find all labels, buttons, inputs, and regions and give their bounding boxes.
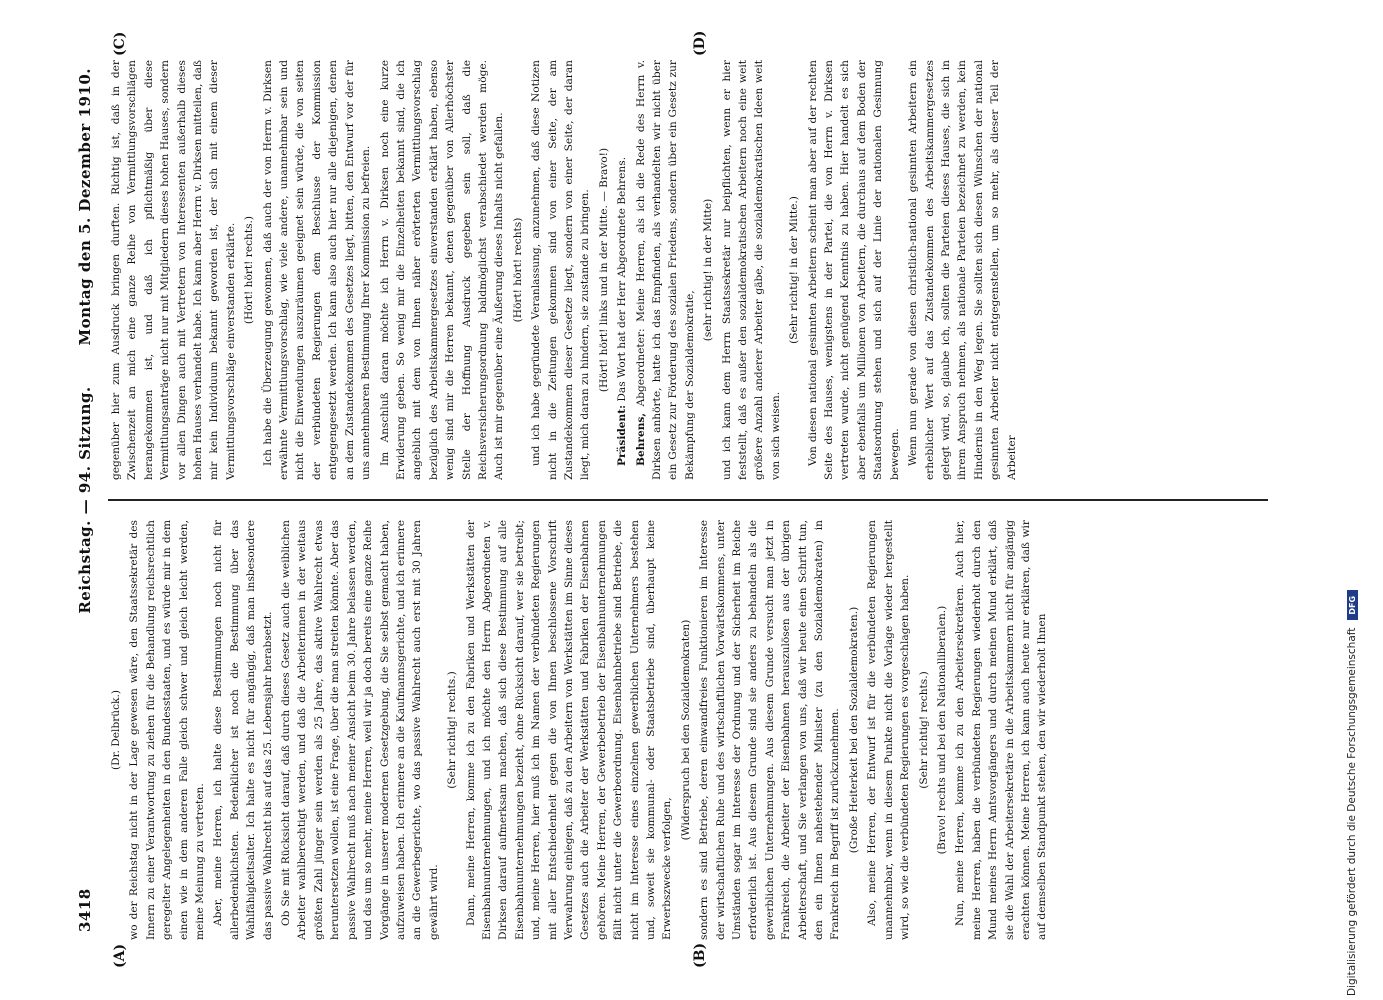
left-column-paragraph: (Sehr richtig! rechts.): [917, 671, 930, 789]
left-column-paragraph: (Widerspruch bei den Sozialdemokraten): [679, 619, 692, 841]
page-number: 3418: [76, 888, 94, 932]
right-column-paragraph: Wenn nun gerade von diesen christlich-national gesinnten Arbeitern ein erheblicher Wert auf das Zustandekommen des Arbeitskammergesetzes gelegt wird, so, glaube ich, sollten die Parteien dieses Hauses, die sich in ihrem Anspruch nehmen, als nationale Parteien bezeichnet zu werden, kein Hindernis in den Weg legen. Sie sollten sich diesen Wünschen der national gesinnten Arbeiter nicht entgegenstellen, um so mehr, als dieser Teil der Arbeiter: [907, 60, 1018, 480]
margin-marker-c: (C): [112, 31, 128, 56]
header-title: Reichstag. — 94. Sitzung.: [76, 386, 94, 614]
right-column-paragraph: (Hört! hört! rechts): [511, 217, 524, 323]
left-column-paragraph: (Bravo! rechts und bei den Nationalliberalen.): [935, 605, 948, 855]
right-column: [108, 60, 1308, 480]
credit-text: Digitalisierung gefördert durch die Deutsche Forschungsgemeinschaft: [1346, 627, 1358, 996]
left-column: [108, 520, 1308, 940]
left-column-paragraph: Also, meine Herren, der Entwurf ist für die verbündeten Regierungen unannehmbar, wenn in diesem Punkte nicht die Vorlage wieder hergestellt wird, so wie die verbündeten Regierungen es vorgeschlagen haben.: [866, 520, 912, 940]
margin-marker-a: (A): [112, 943, 128, 968]
right-column-paragraph: und ich kann dem Herrn Staatssekretär nur beipflichten, wenn er hier feststellt, daß es außer den sozialdemokratischen Arbeitern noch eine weit größere Anzahl anderer Arbeiter gäbe, die sozialdemokratischen Ideen weit von sich weisen.: [720, 60, 782, 480]
right-column-paragraph: (Hört! hört! rechts.): [243, 215, 256, 325]
left-column-paragraph: (Große Heiterkeit bei den Sozialdemokraten.): [847, 606, 860, 854]
margin-marker-d: (D): [692, 30, 708, 56]
right-column-paragraph: und ich habe gegründete Veranlassung, anzunehmen, daß diese Notizen nicht in die Zeitungen gekommen sind von einer Seite, der am Zustandekommen dieser Gesetze liegt, sondern von einer Seite, der daran liegt, mich daran zu hindern, sie zustande zu bringen.: [530, 60, 592, 480]
left-column-paragraph: wo der Reichstag nicht in der Lage gewesen wäre, den Staatssekretär des Innern zu einer Verantwortung zu ziehen für die Behandlung reichsrechtlich geregelter Angelegenheiten in den Bundesstaaten, und es würde mir in dem einen wie in dem anderen Falle gleich schwer und gleich leicht werden, meine Meinung zu vertreten.: [128, 520, 207, 940]
right-column-paragraph: Behrens, Abgeordneter: Meine Herren, als ich die Rede des Herrn v. Dirksen anhörte, hatte ich das Empfinden, als verhandelten wir nicht über ein Gesetz zur Förderung des sozialen Friedens, sondern über ein Gesetz zur Bekämpfung der Sozialdemokratie,: [634, 60, 696, 480]
right-column-paragraph: Ich habe die Überzeugung gewonnen, daß auch der von Herrn v. Dirksen erwähnte Vermittlungsvorschlag, wie viele andere, unannehmbar sein und nicht die Einwendungen auszuräumen geeignet sein würde, die von seiten der verbündeten Regierungen dem Beschlusse der Kommission entgegengesetzt werden. Ich kann also auch hier nur alle diejenigen, denen an dem Zustandekommen des Gesetzes liegt, bitten, den Entwurf vor der für uns annehmbaren Bestimmung Ihrer Kommission zu befreien.: [261, 60, 373, 480]
right-column-paragraph: (Hört! hört! links und in der Mitte. — Bravo!): [597, 147, 610, 393]
running-header: [72, 60, 98, 940]
left-column-paragraph: Nun, meine Herren, komme ich zu den Arbeitersekretären. Auch hier, meine Herren, haben die verbündeten Regierungen wiederholt durch den Mund meines Herrn Amtsvorgängers und durch meinen Mund erklärt, daß sie die Wahl der Arbeitersekretäre in die Arbeitskammern nicht für angängig erachten können. Meine Herren, ich kann auch heute nur erklären, daß wir auf demselben Standpunkt stehen, den wir wiederholt Ihnen: [954, 520, 1049, 940]
page: [72, 30, 1320, 968]
dfg-logo: DFG: [1347, 590, 1358, 620]
right-column-paragraph: gegenüber hier zum Ausdruck bringen durften. Richtig ist, daß in der Zwischenzeit an mich eine ganze Reihe von Vermittlungsvorschlägen herangekommen ist, und daß ich pflichtmäßig über diese Vermittlungsanträge nicht nur mit Mitgliedern dieses hohen Hauses, sondern vor allen Dingen auch mit Vertretern von Interessenten außerhalb dieses hohen Hauses verhandelt habe. Ich kann aber Herrn v. Dirksen mitteilen, daß mir kein Individuum bekannt geworden ist, der sich mit einem dieser Vermittlungsvorschläge einverstanden erklärte.: [110, 60, 237, 480]
right-column-paragraph: Im Anschluß daran möchte ich Herrn v. Dirksen noch eine kurze Erwiderung geben. So wenig mir die Einzelheiten bekannt sind, die ich angeblich mit dem von Ihnen näher erörterten Vermittlungsvorschlag bezüglich des Arbeitskammergesetzes einverstanden erklärt haben, ebenso wenig sind mir die Herren bekannt, denen gegenüber von Allerhöchster Stelle der Hoffnung Ausdruck gegeben sein soll, daß die Reichsversicherungsordnung baldmöglichst verabschiedet werden möge. Auch ist mir gegenüber eine Äußerung dieses Inhalts nicht gefallen.: [378, 60, 506, 480]
speaker-name: Behrens,: [634, 412, 647, 466]
column-divider: [108, 500, 1268, 502]
left-column-paragraph: Dann, meine Herren, komme ich zu den Fabriken und Werkstätten der Eisenbahnunternehmungen, und ich möchte den Herrn Abgeordneten v. Dirksen darauf aufmerksam machen, daß sich diese Bestimmung auf alle Eisenbahnunternehmungen bezieht, ohne Rücksicht darauf, wer sie betreibt; und, meine Herren, hier muß ich im Namen der verbündeten Regierungen mit aller Entschiedenheit gegen die von Ihnen beschlossene Vorschrift Verwahrung einlegen, daß zu den Arbeitern von Werkstätten im Sinne dieses Gesetzes auch die Arbeiter der Werkstätten und Fabriken der Eisenbahnen gehören. Meine Herren, der Gewerbebetrieb der Eisenbahnunternehmungen fällt nicht unter die Gewerbeordnung. Eisenbahnbetriebe sind Betriebe, die nicht im Interesse eines einzelnen gewerblichen Unternehmers bestehen und, soweit sie kommunal- oder Staatsbetriebe sind, überhaupt keine Erwerbszwecke verfolgen,: [464, 520, 674, 940]
margin-marker-b: (B): [692, 942, 708, 968]
left-column-paragraph: sondern es sind Betriebe, deren einwandfreies Funktionieren im Interesse der wirtschaftlichen Ruhe und des wirtschaftlichen Vorwärtskommens, unter Umständen sogar im Interesse der Ordnung und der Sicherheit im Reiche erforderlich ist. Aus diesem Grunde sind sie anders zu behandeln als die gewerblichen Unternehmungen. Aus diesem Grunde versucht man jetzt in Frankreich, die Arbeiter der Eisenbahnen herauszulösen aus der übrigen Arbeiterschaft, und Sie verlangen von uns, daß wir heute einen Schritt tun, den ein Ihnen nahestehender Minister (zu den Sozialdemokraten) in Frankreich im Begriff ist zurückzunehmen.: [698, 520, 842, 940]
right-column-paragraph: (Sehr richtig! in der Mitte.): [788, 196, 801, 344]
right-column-paragraph: Präsident: Das Wort hat der Herr Abgeordnete Behrens.: [616, 156, 629, 466]
right-column-paragraph: (sehr richtig! in der Mitte): [702, 198, 715, 342]
left-column-paragraph: Aber, meine Herren, ich halte diese Bestimmungen noch nicht für allerbedenklichsten. Bedenklicher ist noch die Bestimmung über das Wahlfähigkeitsalter. Ich halte es nicht für angängig, daß man insbesondere das passive Wahlrecht bis auf das 25. Lebensjahr herabsetzt.: [212, 520, 274, 940]
left-column-paragraph: (Sehr richtig! rechts.): [446, 671, 459, 789]
left-column-paragraph: (Dr. Delbrück.): [110, 690, 122, 770]
right-column-paragraph: Von diesen national gesinnten Arbeitern scheint man aber auf der rechten Seite des Hauses, wenigstens in der Partei, die von Herrn v. Dirksen vertreten wurde, nicht genügend Kenntnis zu haben. Hier handelt es sich aber ebenfalls um Millionen von Arbeitern, die durchaus auf dem Boden der Staatsordnung stehen und sich auf der Linie der nationalen Gesinnung bewegen.: [806, 60, 901, 480]
digitization-credit: [1346, 16, 1358, 996]
header-date: Montag den 5. Dezember 1910.: [76, 68, 94, 346]
left-column-paragraph: Ob Sie mit Rücksicht darauf, daß durch dieses Gesetz auch die weiblichen Arbeiter wahlberechtigt werden, und daß die Arbeiterinnen in der weitaus größten Zahl jünger sein werden als 25 Jahre, das aktive Wahlrecht etwas heruntersetzen wollen, ist eine Frage, über die man streiten könnte. Aber das passive Wahlrecht muß nach meiner Ansicht beim 30. Jahre belassen werden, und das um so mehr, meine Herren, weil wir ja doch bereits eine ganze Reihe Vorgänge in unserer modernen Gesetzgebung, die Sie selbst gemacht haben, aufzuweisen haben. Ich erinnere an die Kaufmannsgerichte, und ich erinnere an die Gewerbegerichte, wo das passive Wahlrecht auch erst mit 30 Jahren gewährt wird.: [280, 520, 440, 940]
speaker-name: Präsident:: [616, 404, 629, 466]
